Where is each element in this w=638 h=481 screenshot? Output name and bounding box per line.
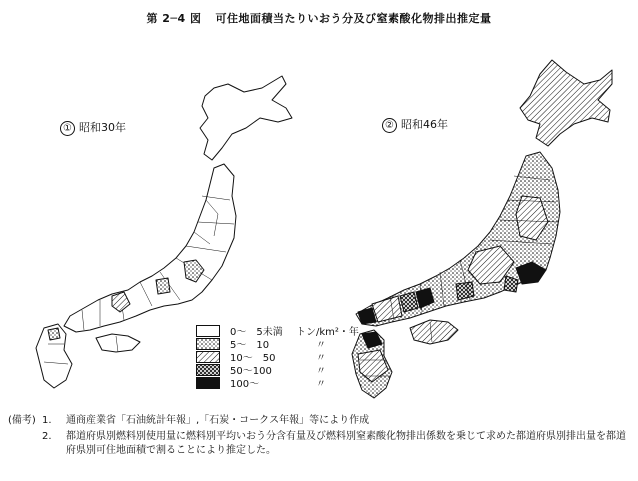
note-item-2 [42, 430, 626, 458]
map-year-1: 昭和30年 [79, 121, 126, 134]
legend-swatch-hatch [196, 351, 220, 363]
region-1955-aichi [156, 278, 170, 294]
notes-label: (備考) [8, 415, 36, 426]
legend-unit: トン/km²・年 [296, 327, 359, 338]
legend-range-2: 10〜 50 [230, 353, 276, 364]
legend-ditto-2: 〃 [316, 353, 326, 364]
shikoku-1971 [410, 320, 458, 344]
map-number-2: ② [382, 118, 397, 133]
note-number-2: 2. [42, 431, 52, 442]
hokkaido-1971 [520, 60, 612, 146]
legend-range-1: 5〜 10 [230, 340, 270, 351]
legend-row-4 [196, 376, 359, 389]
hokkaido-1955 [200, 76, 292, 160]
shikoku-1955 [96, 334, 140, 352]
legend-swatch-cross [196, 364, 220, 376]
legend-swatch-black [196, 377, 220, 389]
map-year-2: 昭和46年 [401, 118, 448, 131]
note-text-1: 通商産業省「石油統計年報」,「石炭・コークス年報」等により作成 [66, 415, 370, 426]
japan-map-1971 [352, 60, 612, 398]
note-item-1 [42, 414, 626, 428]
legend-range-3: 50〜100 [230, 366, 272, 377]
figure-number: 第 2─4 図 [146, 12, 202, 25]
note-number-1: 1. [42, 415, 52, 426]
legend-ditto-1: 〃 [316, 340, 326, 351]
figure-title-text: 可住地面積当たりいおう分及び窒素酸化物排出推定量 [215, 12, 492, 25]
legend [196, 324, 359, 389]
legend-ditto-4: 〃 [316, 379, 326, 390]
legend-swatch-white [196, 325, 220, 337]
legend-swatch-dots [196, 338, 220, 350]
legend-ditto-3: 〃 [316, 366, 326, 377]
legend-range-0: 0〜 5未満 [230, 327, 283, 338]
map-number-1: ① [60, 121, 75, 136]
legend-range-4: 100〜 [230, 379, 260, 390]
region-1955-fukuoka [48, 328, 60, 340]
note-text-2: 都道府県別燃料別使用量に燃料別平均いおう分含有量及び燃料別窒素酸化物排出係数を乗じて求めた都道府県別排出量を都道府県別可住地面積で割ることにより推定した。 [66, 431, 626, 456]
honshu-1955 [64, 164, 236, 332]
